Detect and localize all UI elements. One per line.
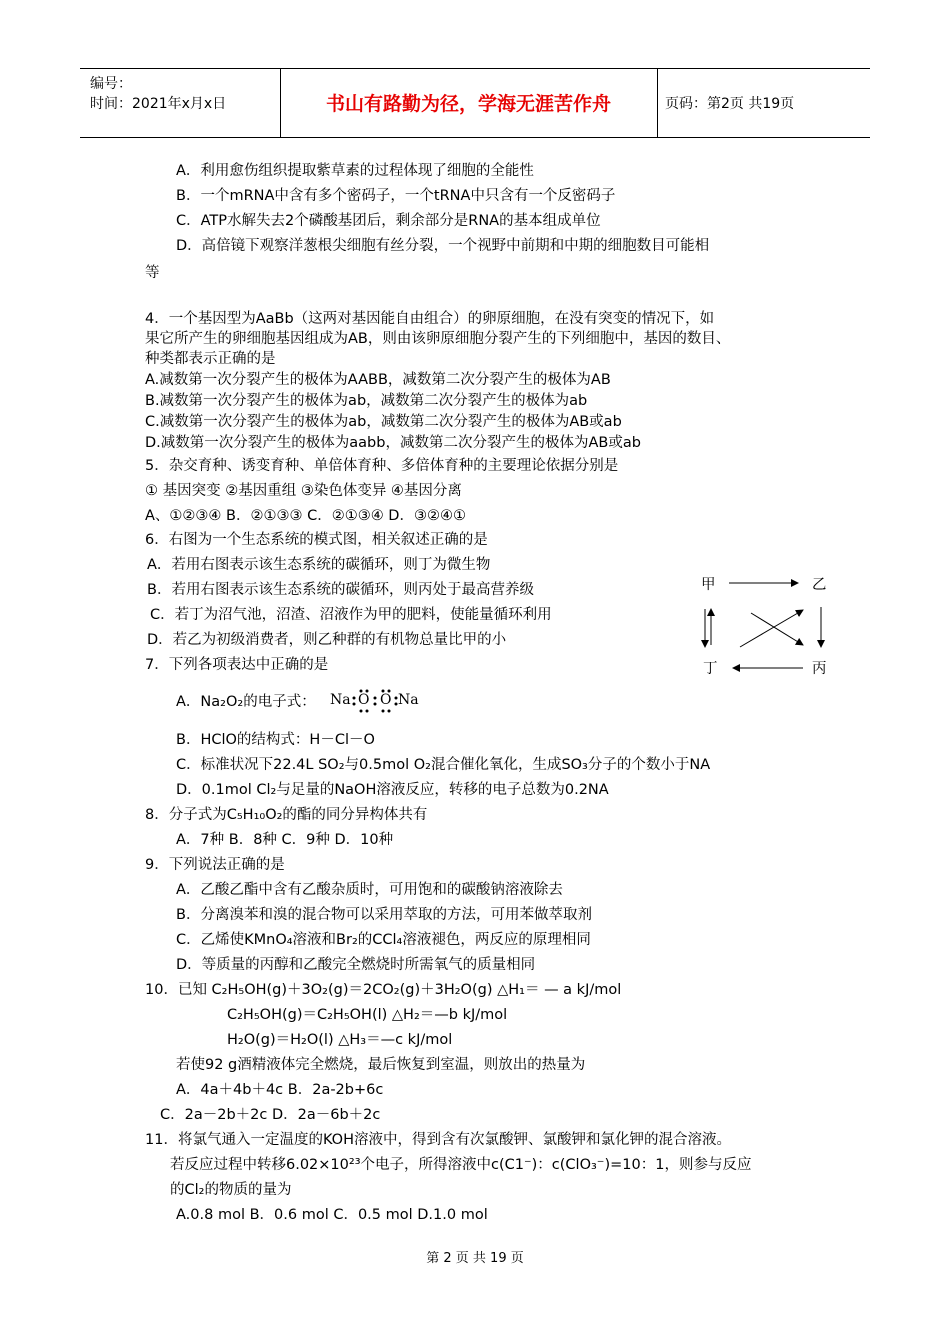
- text-line: 8．分子式为C₅H₁₀O₂的酯的同分异构体共有: [145, 807, 428, 823]
- text-line: A．7种 B．8种 C．9种 D．10种: [176, 832, 394, 848]
- text-line: 7．下列各项表达中正确的是: [145, 657, 329, 673]
- node-bing: 丙: [812, 661, 827, 677]
- text-line: D.减数第一次分裂产生的极体为aabb，减数第二次分裂产生的极体为AB或ab: [145, 435, 641, 451]
- text-line: C．2a－2b＋2c D．2a－6b＋2c: [160, 1107, 381, 1123]
- arrow-jia-bing: [751, 613, 803, 645]
- text-line: C．若丁为沼气池，沼渣、沼液作为甲的肥料，使能量循环利用: [150, 607, 552, 623]
- formula-na-left: Na: [330, 692, 351, 708]
- text-line: 9．下列说法正确的是: [145, 857, 285, 873]
- text-line: A.减数第一次分裂产生的极体为AABB，减数第二次分裂产生的极体为AB: [145, 372, 611, 388]
- electron-dots: [330, 688, 425, 714]
- text-line: 6．右图为一个生态系统的模式图，相关叙述正确的是: [145, 532, 488, 548]
- text-line: 果它所产生的卵细胞基因组成为AB，则由该卵原细胞分裂产生的下列细胞中，基因的数目、: [145, 331, 731, 347]
- text-line: 10．已知 C₂H₅OH(g)＋3O₂(g)＝2CO₂(g)＋3H₂O(g) △H₁＝ — a kJ/mol: [145, 982, 622, 998]
- text-line: 若使92 g酒精液体完全燃烧，最后恢复到室温，则放出的热量为: [176, 1057, 586, 1073]
- text-line: A.0.8 mol B．0.6 mol C．0.5 mol D.1.0 mol: [176, 1207, 488, 1223]
- header-left-cell: [80, 69, 281, 137]
- node-jia: 甲: [701, 577, 716, 593]
- text-line: B．若用右图表示该生态系统的碳循环，则丙处于最高营养级: [147, 582, 534, 598]
- text-line: A．利用愈伤组织提取紫草素的过程体现了细胞的全能性: [176, 163, 534, 179]
- formula-na-right: Na: [398, 692, 419, 708]
- text-line: A．若用右图表示该生态系统的碳循环，则丁为微生物: [147, 557, 491, 573]
- text-line: A．4a＋4b＋4c B．2a-2b+6c: [176, 1082, 384, 1098]
- number-label: 编号：: [90, 76, 132, 92]
- header-motto-cell: [280, 69, 658, 137]
- q7-option-d: D．0.1mol Cl₂与足量的NaOH溶液反应，转移的电子总数为0.2NA: [176, 782, 609, 798]
- text-line: 种类都表示正确的是: [145, 351, 276, 367]
- text-line: 等: [145, 265, 160, 281]
- text-line: D．高倍镜下观察洋葱根尖细胞有丝分裂，一个视野中前期和中期的细胞数目可能相: [176, 238, 710, 254]
- ecosystem-diagram: [695, 565, 840, 685]
- text-line: B．分离溴苯和溴的混合物可以采用萃取的方法，可用苯做萃取剂: [176, 907, 592, 923]
- q7-option-b: B．HClO的结构式：H－Cl－O: [176, 732, 375, 748]
- text-line: 11．将氯气通入一定温度的KOH溶液中，得到含有次氯酸钾、氯酸钾和氯化钾的混合溶液。: [145, 1132, 731, 1148]
- formula-o-right: O: [380, 692, 392, 708]
- text-line: ① 基因突变 ②基因重组 ③染色体变异 ④基因分离: [145, 483, 462, 499]
- text-line: A．乙酸乙酯中含有乙酸杂质时，可用饱和的碳酸钠溶液除去: [176, 882, 563, 898]
- text-line: C．ATP水解失去2个磷酸基团后，剩余部分是RNA的基本组成单位: [176, 213, 601, 229]
- text-line: H₂O(g)＝H₂O(l) △H₃＝—c kJ/mol: [227, 1032, 453, 1048]
- text-line: C．乙烯使KMnO₄溶液和Br₂的CCl₄溶液褪色，两反应的原理相同: [176, 932, 591, 948]
- text-line: C.减数第一次分裂产生的极体为ab，减数第二次分裂产生的极体为AB或ab: [145, 414, 622, 430]
- formula-o-left: O: [358, 692, 370, 708]
- motto: 书山有路勤为径，学海无涯苦作舟: [325, 93, 611, 115]
- text-line: A、①②③④ B．②①③③ C．②①③④ D．③②④①: [145, 508, 466, 524]
- text-line: D．等质量的丙醇和乙酸完全燃烧时所需氧气的质量相同: [176, 957, 536, 973]
- header-page-cell: [657, 69, 870, 137]
- arrow-ding-yi: [740, 610, 803, 647]
- page-header: [80, 68, 870, 138]
- diagram-arrows: [695, 565, 840, 685]
- text-line: B.减数第一次分裂产生的极体为ab，减数第二次分裂产生的极体为ab: [145, 393, 588, 409]
- text-line: 若反应过程中转移6.02×10²³个电子，所得溶液中c(C1⁻)：c(ClO₃⁻)=10：1，则参与反应: [170, 1157, 752, 1173]
- text-line: 4．一个基因型为AaBb（这两对基因能自由组合）的卵原细胞，在没有突变的情况下，如: [145, 311, 715, 327]
- date-label: 时间：2021年x月x日: [90, 96, 227, 112]
- node-yi: 乙: [812, 577, 827, 593]
- node-ding: 丁: [703, 661, 718, 677]
- text-line: 的Cl₂的物质的量为: [170, 1182, 292, 1198]
- q7-option-c: C．标准状况下22.4L SO₂与0.5mol O₂混合催化氧化，生成SO₃分子的个数小于NA: [176, 757, 711, 773]
- text-line: D．若乙为初级消费者，则乙种群的有机物总量比甲的小: [147, 632, 507, 648]
- text-line: C₂H₅OH(g)＝C₂H₅OH(l) △H₂＝—b kJ/mol: [227, 1007, 508, 1023]
- text-line: 5．杂交育种、诱变育种、单倍体育种、多倍体育种的主要理论依据分别是: [145, 458, 619, 474]
- text-line: B．一个mRNA中含有多个密码子，一个tRNA中只含有一个反密码子: [176, 188, 616, 204]
- page-info: 页码：第2页 共19页: [665, 96, 795, 112]
- q7-option-a-label: A．Na₂O₂的电子式：: [176, 694, 316, 710]
- electron-formula: [330, 688, 425, 714]
- page-footer: 第 2 页 共 19 页: [426, 1251, 524, 1266]
